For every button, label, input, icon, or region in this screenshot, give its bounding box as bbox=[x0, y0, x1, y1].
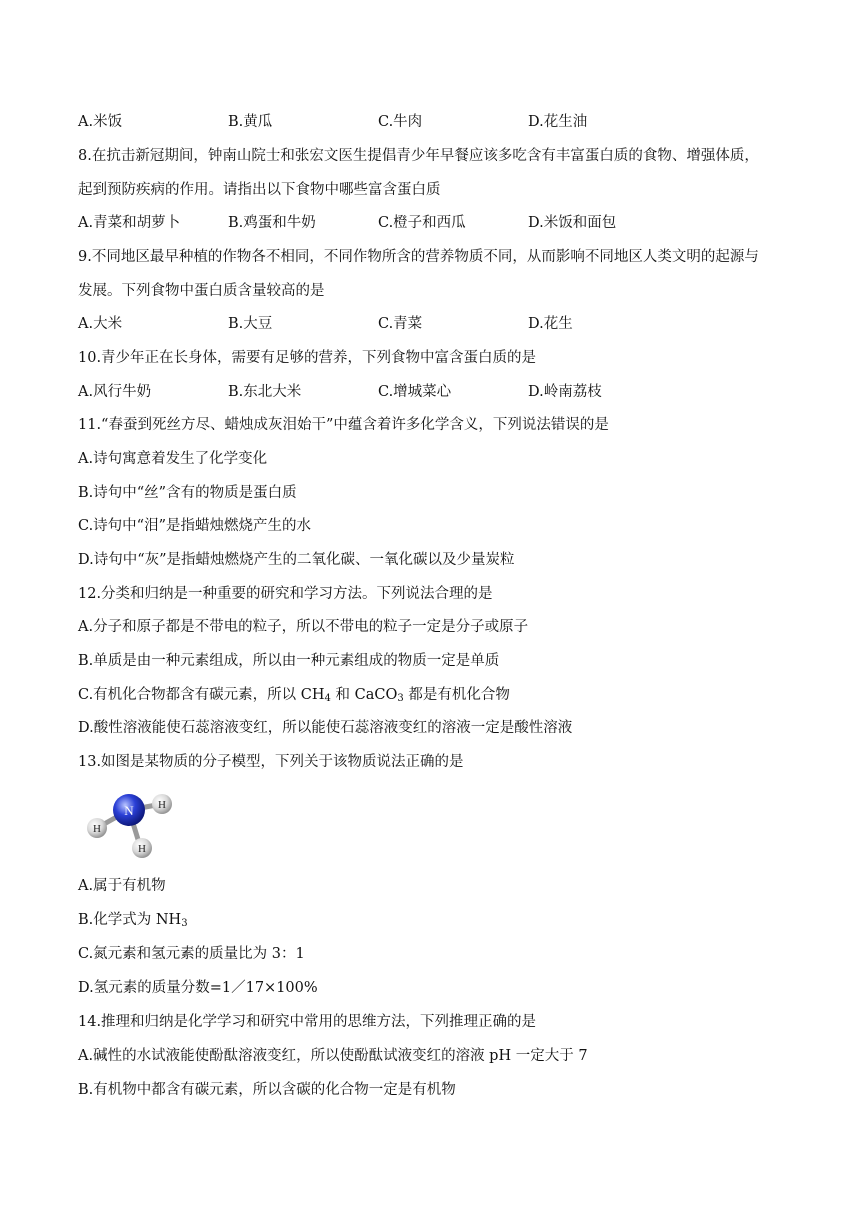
q14-stem: 14.推理和归纳是化学学习和研究中常用的思维方法，下列推理正确的是 bbox=[78, 1014, 537, 1030]
q13-option-b-sub: 3 bbox=[181, 918, 188, 929]
q13-option-c: C.氮元素和氢元素的质量比为 3：1 bbox=[78, 946, 305, 962]
hydrogen-atom-left-label: H bbox=[93, 823, 101, 835]
q10-stem: 10.青少年正在长身体，需要有足够的营养，下列食物中富含蛋白质的是 bbox=[78, 350, 537, 366]
q12-option-c-sub-1: 4 bbox=[324, 693, 331, 704]
q8-stem-line2: 起到预防疾病的作用。请指出以下食物中哪些富含蛋白质 bbox=[78, 182, 441, 198]
q12-stem: 12.分类和归纳是一种重要的研究和学习方法。下列说法合理的是 bbox=[78, 586, 493, 602]
q12-option-a: A.分子和原子都是不带电的粒子，所以不带电的粒子一定是分子或原子 bbox=[78, 619, 529, 635]
q10-option-c: C.增城菜心 bbox=[378, 384, 452, 400]
hydrogen-atom-bottom-label: H bbox=[138, 843, 146, 855]
q11-option-d: D.诗句中“灰”是指蜡烛燃烧产生的二氧化碳、一氧化碳以及少量炭粒 bbox=[78, 552, 515, 568]
q13-option-b-text: B.化学式为 NH bbox=[78, 912, 182, 928]
q9-option-c: C.青菜 bbox=[378, 316, 423, 332]
q8-option-a: A.青菜和胡萝卜 bbox=[78, 215, 181, 231]
q12-option-b: B.单质是由一种元素组成，所以由一种元素组成的物质一定是单质 bbox=[78, 653, 500, 669]
q8-option-c: C.橙子和西瓜 bbox=[378, 215, 466, 231]
q8-option-b: B.鸡蛋和牛奶 bbox=[228, 215, 316, 231]
q14-option-a: A.碱性的水试液能使酚酞溶液变红，所以使酚酞试液变红的溶液 pH 一定大于 7 bbox=[78, 1048, 588, 1064]
q8-option-d: D.米饭和面包 bbox=[528, 215, 617, 231]
q9-option-b: B.大豆 bbox=[228, 316, 273, 332]
q12-option-c-sub-2: 3 bbox=[397, 693, 404, 704]
q11-option-b: B.诗句中“丝”含有的物质是蛋白质 bbox=[78, 485, 297, 501]
q13-option-d: D.氢元素的质量分数=1／17×100% bbox=[78, 980, 318, 996]
q7-option-d: D.花生油 bbox=[528, 114, 588, 130]
q8-stem-line1: 8.在抗击新冠期间，钟南山院士和张宏文医生提倡青少年早餐应该多吃含有丰富蛋白质的食物、增强体质， bbox=[78, 148, 759, 164]
nitrogen-atom-label: N bbox=[124, 803, 134, 818]
q7-option-b: B.黄瓜 bbox=[228, 114, 273, 130]
ammonia-molecule-model bbox=[82, 790, 182, 862]
q9-stem-line2: 发展。下列食物中蛋白质含量较高的是 bbox=[78, 283, 325, 299]
q12-option-c-text-3: 都是有机化合物 bbox=[403, 687, 510, 703]
q14-option-b: B.有机物中都含有碳元素，所以含碳的化合物一定是有机物 bbox=[78, 1082, 456, 1098]
q10-option-b: B.东北大米 bbox=[228, 384, 302, 400]
q7-option-a: A.米饭 bbox=[78, 114, 123, 130]
q12-option-c-text-1: C.有机化合物都含有碳元素，所以 CH bbox=[78, 687, 325, 703]
q12-option-c-text-2: 和 CaCO bbox=[330, 687, 398, 703]
q11-stem: 11.“春蚕到死丝方尽、蜡烛成灰泪始干”中蕴含着许多化学含义，下列说法错误的是 bbox=[78, 417, 609, 433]
q9-option-d: D.花生 bbox=[528, 316, 573, 332]
q12-option-d: D.酸性溶液能使石蕊溶液变红，所以能使石蕊溶液变红的溶液一定是酸性溶液 bbox=[78, 720, 573, 736]
q12-option-c bbox=[78, 685, 510, 705]
q13-stem: 13.如图是某物质的分子模型，下列关于该物质说法正确的是 bbox=[78, 754, 464, 770]
q13-option-b bbox=[78, 910, 188, 930]
q10-option-d: D.岭南荔枝 bbox=[528, 384, 602, 400]
q10-option-a: A.风行牛奶 bbox=[78, 384, 152, 400]
q7-option-c: C.牛肉 bbox=[378, 114, 423, 130]
hydrogen-atom-right-label: H bbox=[158, 799, 166, 811]
q9-option-a: A.大米 bbox=[78, 316, 123, 332]
q13-option-a: A.属于有机物 bbox=[78, 878, 166, 894]
q11-option-c: C.诗句中“泪”是指蜡烛燃烧产生的水 bbox=[78, 518, 312, 534]
q11-option-a: A.诗句寓意着发生了化学变化 bbox=[78, 451, 268, 467]
q9-stem-line1: 9.不同地区最早种植的作物各不相同，不同作物所含的营养物质不同，从而影响不同地区人类文明的起源与 bbox=[78, 249, 759, 265]
